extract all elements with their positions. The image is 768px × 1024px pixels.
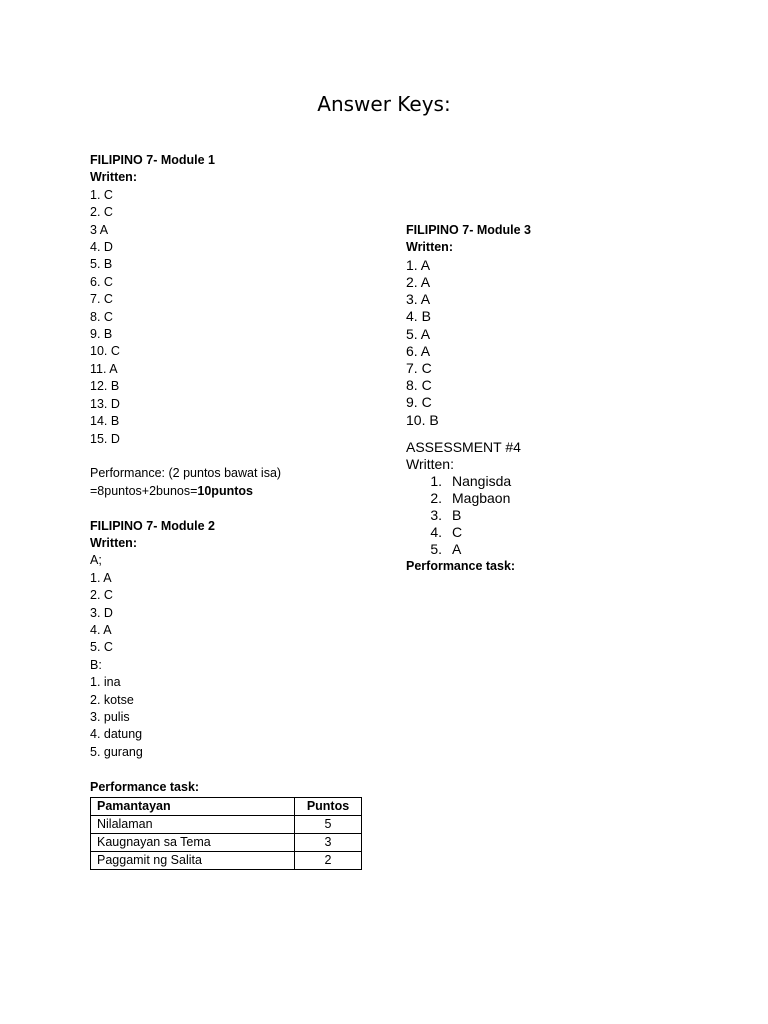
table-header-row: [91, 797, 362, 815]
answer-item: 4. D: [90, 240, 113, 255]
page-title: Answer Keys:: [317, 92, 451, 116]
answer-item: 3. D: [90, 605, 113, 620]
module1-heading: FILIPINO 7- Module 1: [90, 153, 216, 167]
column-header-puntos: Puntos: [295, 797, 362, 815]
item-text: B: [452, 507, 462, 524]
item-number: 4.: [430, 524, 442, 541]
answer-item: 2. A: [406, 274, 431, 291]
answer-item: 2. kotse: [90, 692, 134, 707]
module2-part-a-list: [90, 570, 390, 657]
item-number: 5.: [430, 541, 442, 558]
table-cell: Nilalaman: [91, 815, 295, 833]
item-number: 2.: [430, 490, 442, 507]
answer-item: 3 A: [90, 222, 109, 237]
answer-item: 8. C: [406, 377, 432, 394]
answer-item: 14. B: [90, 414, 120, 429]
answer-item: 5. A: [406, 325, 431, 342]
table-cell: 2: [295, 851, 362, 869]
module2-part-b-list: [90, 674, 390, 761]
answer-item: 5. B: [90, 257, 113, 272]
answer-item: 8. C: [90, 309, 113, 324]
answer-item: 3. A: [406, 291, 431, 308]
table-cell: Kaugnayan sa Tema: [91, 833, 295, 851]
answer-item: 5. gurang: [90, 744, 143, 759]
module3-written-label: Written:: [406, 240, 453, 255]
rubric-table: [90, 797, 362, 870]
item-number: 3.: [430, 507, 442, 524]
answer-item: 9. B: [90, 327, 113, 342]
answer-item: 1. ina: [90, 675, 121, 690]
table-row: [91, 851, 362, 869]
answer-item: 6. A: [406, 342, 431, 359]
module2-written-label: Written:: [90, 535, 137, 550]
answer-item: 1. C: [90, 187, 113, 202]
answer-item: 6. C: [90, 274, 113, 289]
module1-performance-line1: Performance: (2 puntos bawat isa): [90, 466, 282, 481]
answer-item: 2. C: [90, 588, 113, 603]
answer-item: 4. B: [406, 308, 431, 325]
assessment4-heading: ASSESSMENT #4: [406, 438, 521, 455]
answer-item: 1. A: [406, 256, 431, 273]
right-column: [406, 222, 706, 575]
answer-item: 3. pulis: [90, 709, 130, 724]
answer-item: 1. A: [90, 570, 112, 585]
assessment4-performance-label: Performance task:: [406, 559, 516, 574]
answer-item: 7. C: [90, 292, 113, 307]
list-item: [406, 541, 706, 558]
answer-item: 15. D: [90, 431, 120, 446]
answer-item: 4. datung: [90, 727, 143, 742]
item-text: Nangisda: [452, 473, 512, 490]
answer-item: 2. C: [90, 205, 113, 220]
left-column: [90, 152, 390, 870]
answer-item: 10. C: [90, 344, 120, 359]
answer-item: 4. A: [90, 622, 112, 637]
module2-part-a-label: A;: [90, 553, 102, 568]
list-item: [406, 524, 706, 541]
answer-item: 12. B: [90, 379, 120, 394]
performance-formula: =8puntos+2bunos=: [90, 483, 198, 498]
column-header-pamantayan: Pamantayan: [91, 797, 295, 815]
list-item: [406, 507, 706, 524]
module3-heading: FILIPINO 7- Module 3: [406, 223, 532, 237]
list-item: [406, 473, 706, 490]
answer-item: 7. C: [406, 360, 432, 377]
performance-total: 10puntos: [197, 483, 253, 498]
assessment4-answer-list: [406, 473, 706, 558]
module2-heading: FILIPINO 7- Module 2: [90, 518, 216, 533]
module1-answer-list: [90, 187, 390, 448]
answer-item: 11. A: [90, 361, 118, 376]
item-text: C: [452, 524, 463, 541]
table-row: [91, 833, 362, 851]
assessment4-written-label: Written:: [406, 455, 454, 472]
table-row: [91, 815, 362, 833]
module1-performance-line2: [90, 483, 390, 500]
module2-part-b-label: B:: [90, 657, 102, 672]
list-item: [406, 490, 706, 507]
answer-item: 10. B: [406, 411, 439, 428]
module1-written-label: Written:: [90, 170, 137, 185]
table-cell: Paggamit ng Salita: [91, 851, 295, 869]
item-text: A: [452, 541, 462, 558]
item-number: 1.: [430, 473, 442, 490]
answer-item: 9. C: [406, 394, 432, 411]
table-cell: 5: [295, 815, 362, 833]
answer-item: 5. C: [90, 640, 113, 655]
module3-answer-list: [406, 257, 706, 429]
item-text: Magbaon: [452, 490, 511, 507]
answer-item: 13. D: [90, 396, 120, 411]
table-cell: 3: [295, 833, 362, 851]
module2-performance-label: Performance task:: [90, 779, 200, 794]
